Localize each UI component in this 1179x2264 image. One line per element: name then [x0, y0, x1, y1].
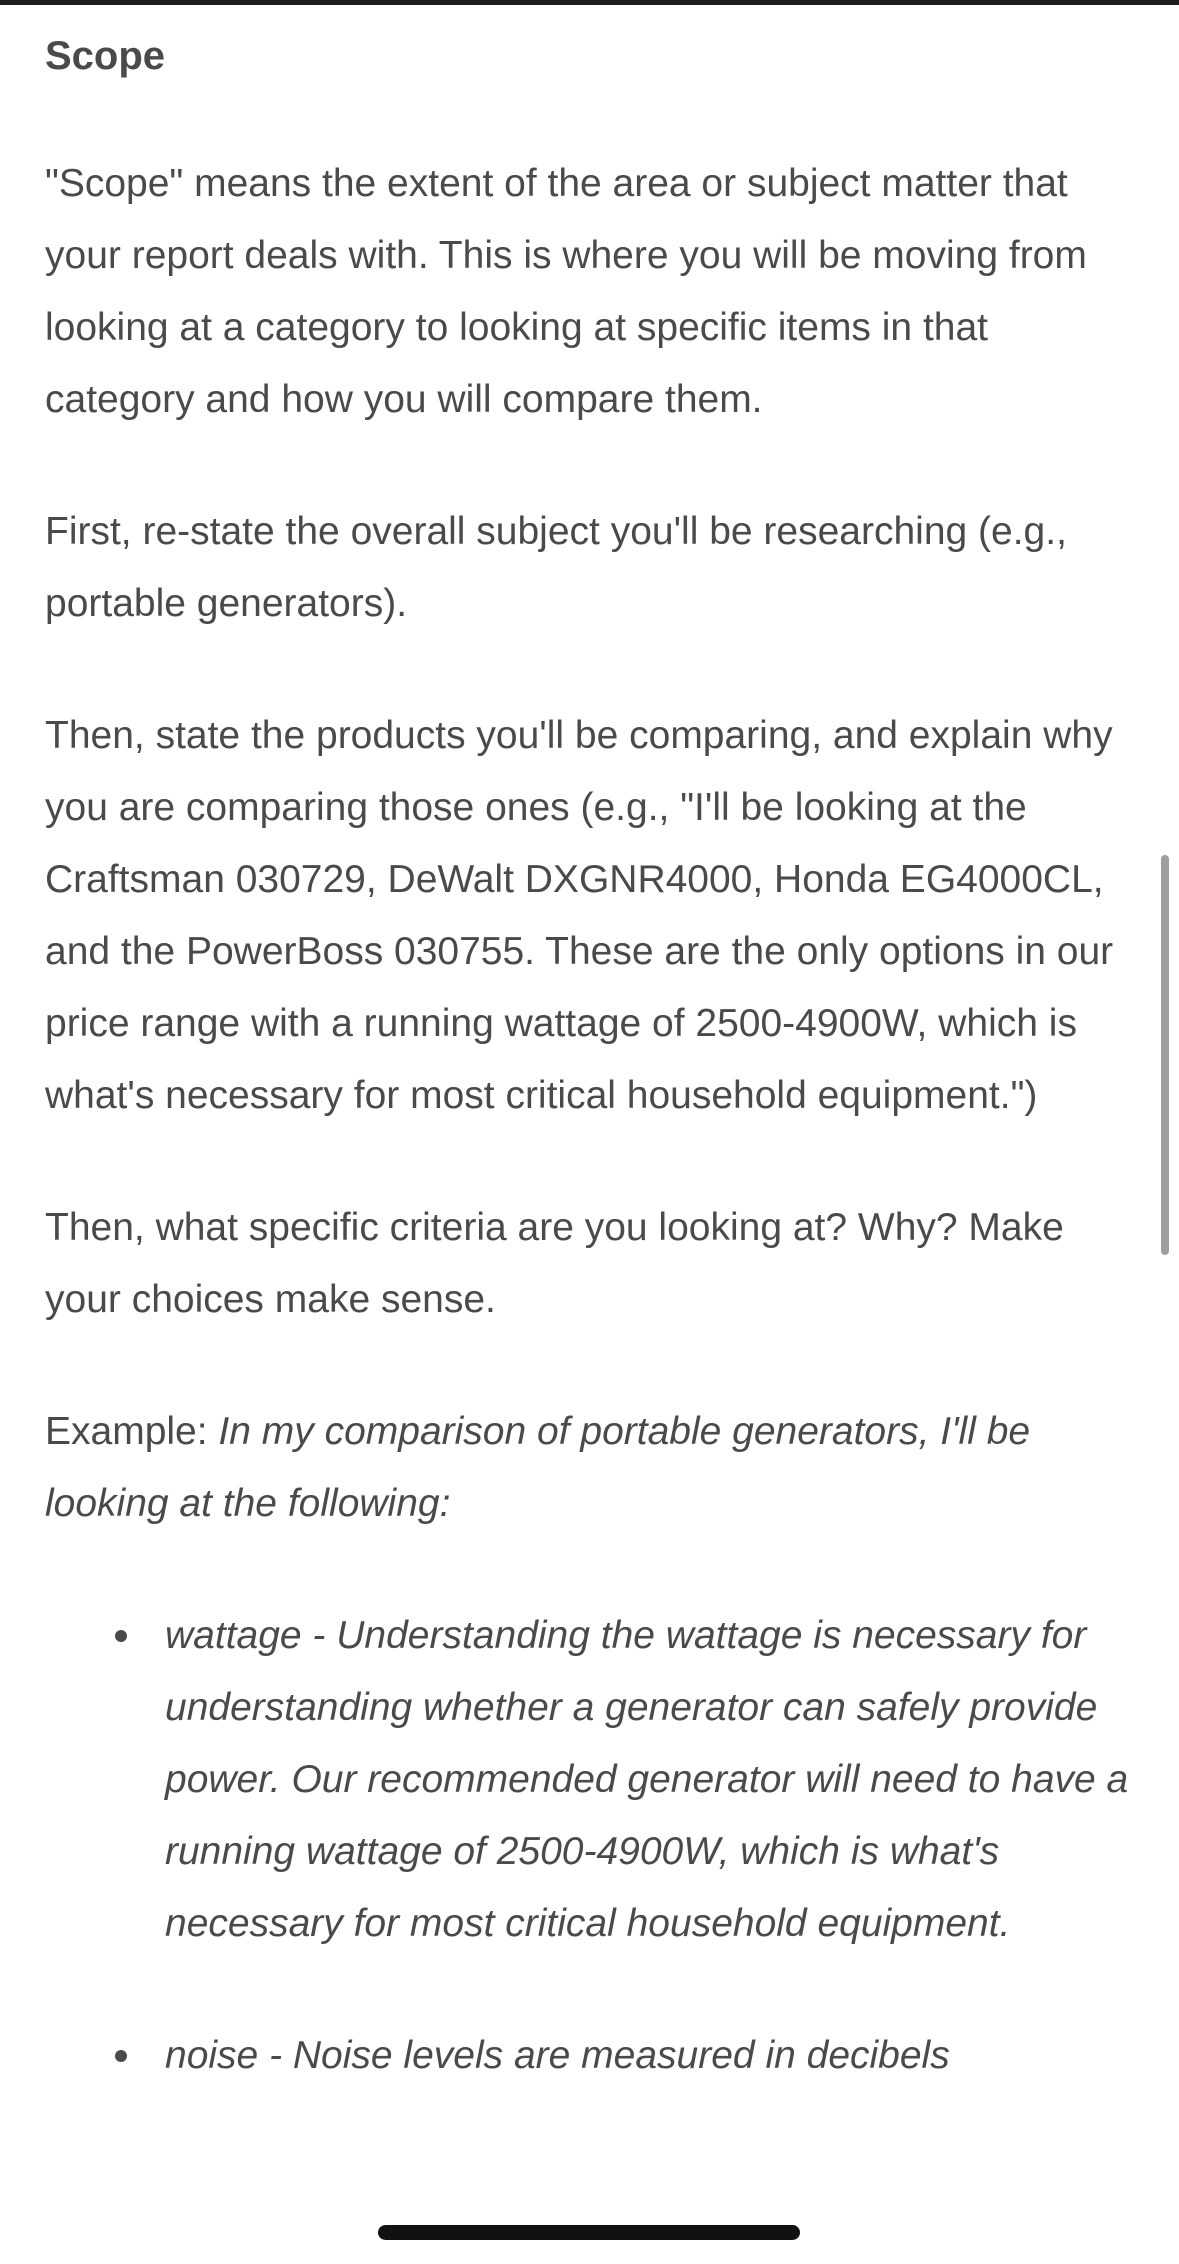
- list-item-text: wattage - Understanding the wattage is necessary for understanding whether a generator can safely provide power. Our recommended generator will need to have a running wattage of 2500-4900W, which is what's necessary for most critical household equipment.: [165, 1614, 1129, 1945]
- list-item: [165, 1600, 1155, 1960]
- example-text: In my comparison of portable generators, I'll be looking at the following:: [45, 1410, 1031, 1525]
- article-content: [45, 24, 1135, 2152]
- list-item: [165, 2020, 1155, 2092]
- paragraph-restate-subject: First, re-state the overall subject you'll be researching (e.g., portable generators).: [45, 510, 1067, 625]
- top-divider: [0, 0, 1179, 5]
- list-item-text: noise - Noise levels are measured in decibels: [165, 2034, 950, 2077]
- bullet-icon: [115, 2050, 127, 2062]
- paragraph-example: [45, 1396, 1135, 1540]
- paragraph-criteria: Then, what specific criteria are you looking at? Why? Make your choices make sense.: [45, 1206, 1064, 1321]
- vertical-scrollbar[interactable]: [1161, 855, 1169, 1255]
- paragraph-scope-definition: "Scope" means the extent of the area or subject matter that your report deals with. This is where you will be moving from looking at a category to looking at specific items in that category and how you will compare them.: [45, 162, 1087, 421]
- home-indicator[interactable]: [378, 2225, 800, 2240]
- section-heading: Scope: [45, 34, 166, 78]
- paragraph-products: Then, state the products you'll be comparing, and explain why you are comparing those ones (e.g., "I'll be looking at the Craftsman 030729, DeWalt DXGNR4000, Honda EG4000CL, and the PowerBoss 030755. These are the only options in our price range with a running wattage of 2500-4900W, which is what's necessary for most critical household equipment."): [45, 714, 1114, 1117]
- example-label: Example:: [45, 1410, 219, 1453]
- bullet-icon: [115, 1630, 127, 1642]
- criteria-list: [45, 1600, 1135, 2092]
